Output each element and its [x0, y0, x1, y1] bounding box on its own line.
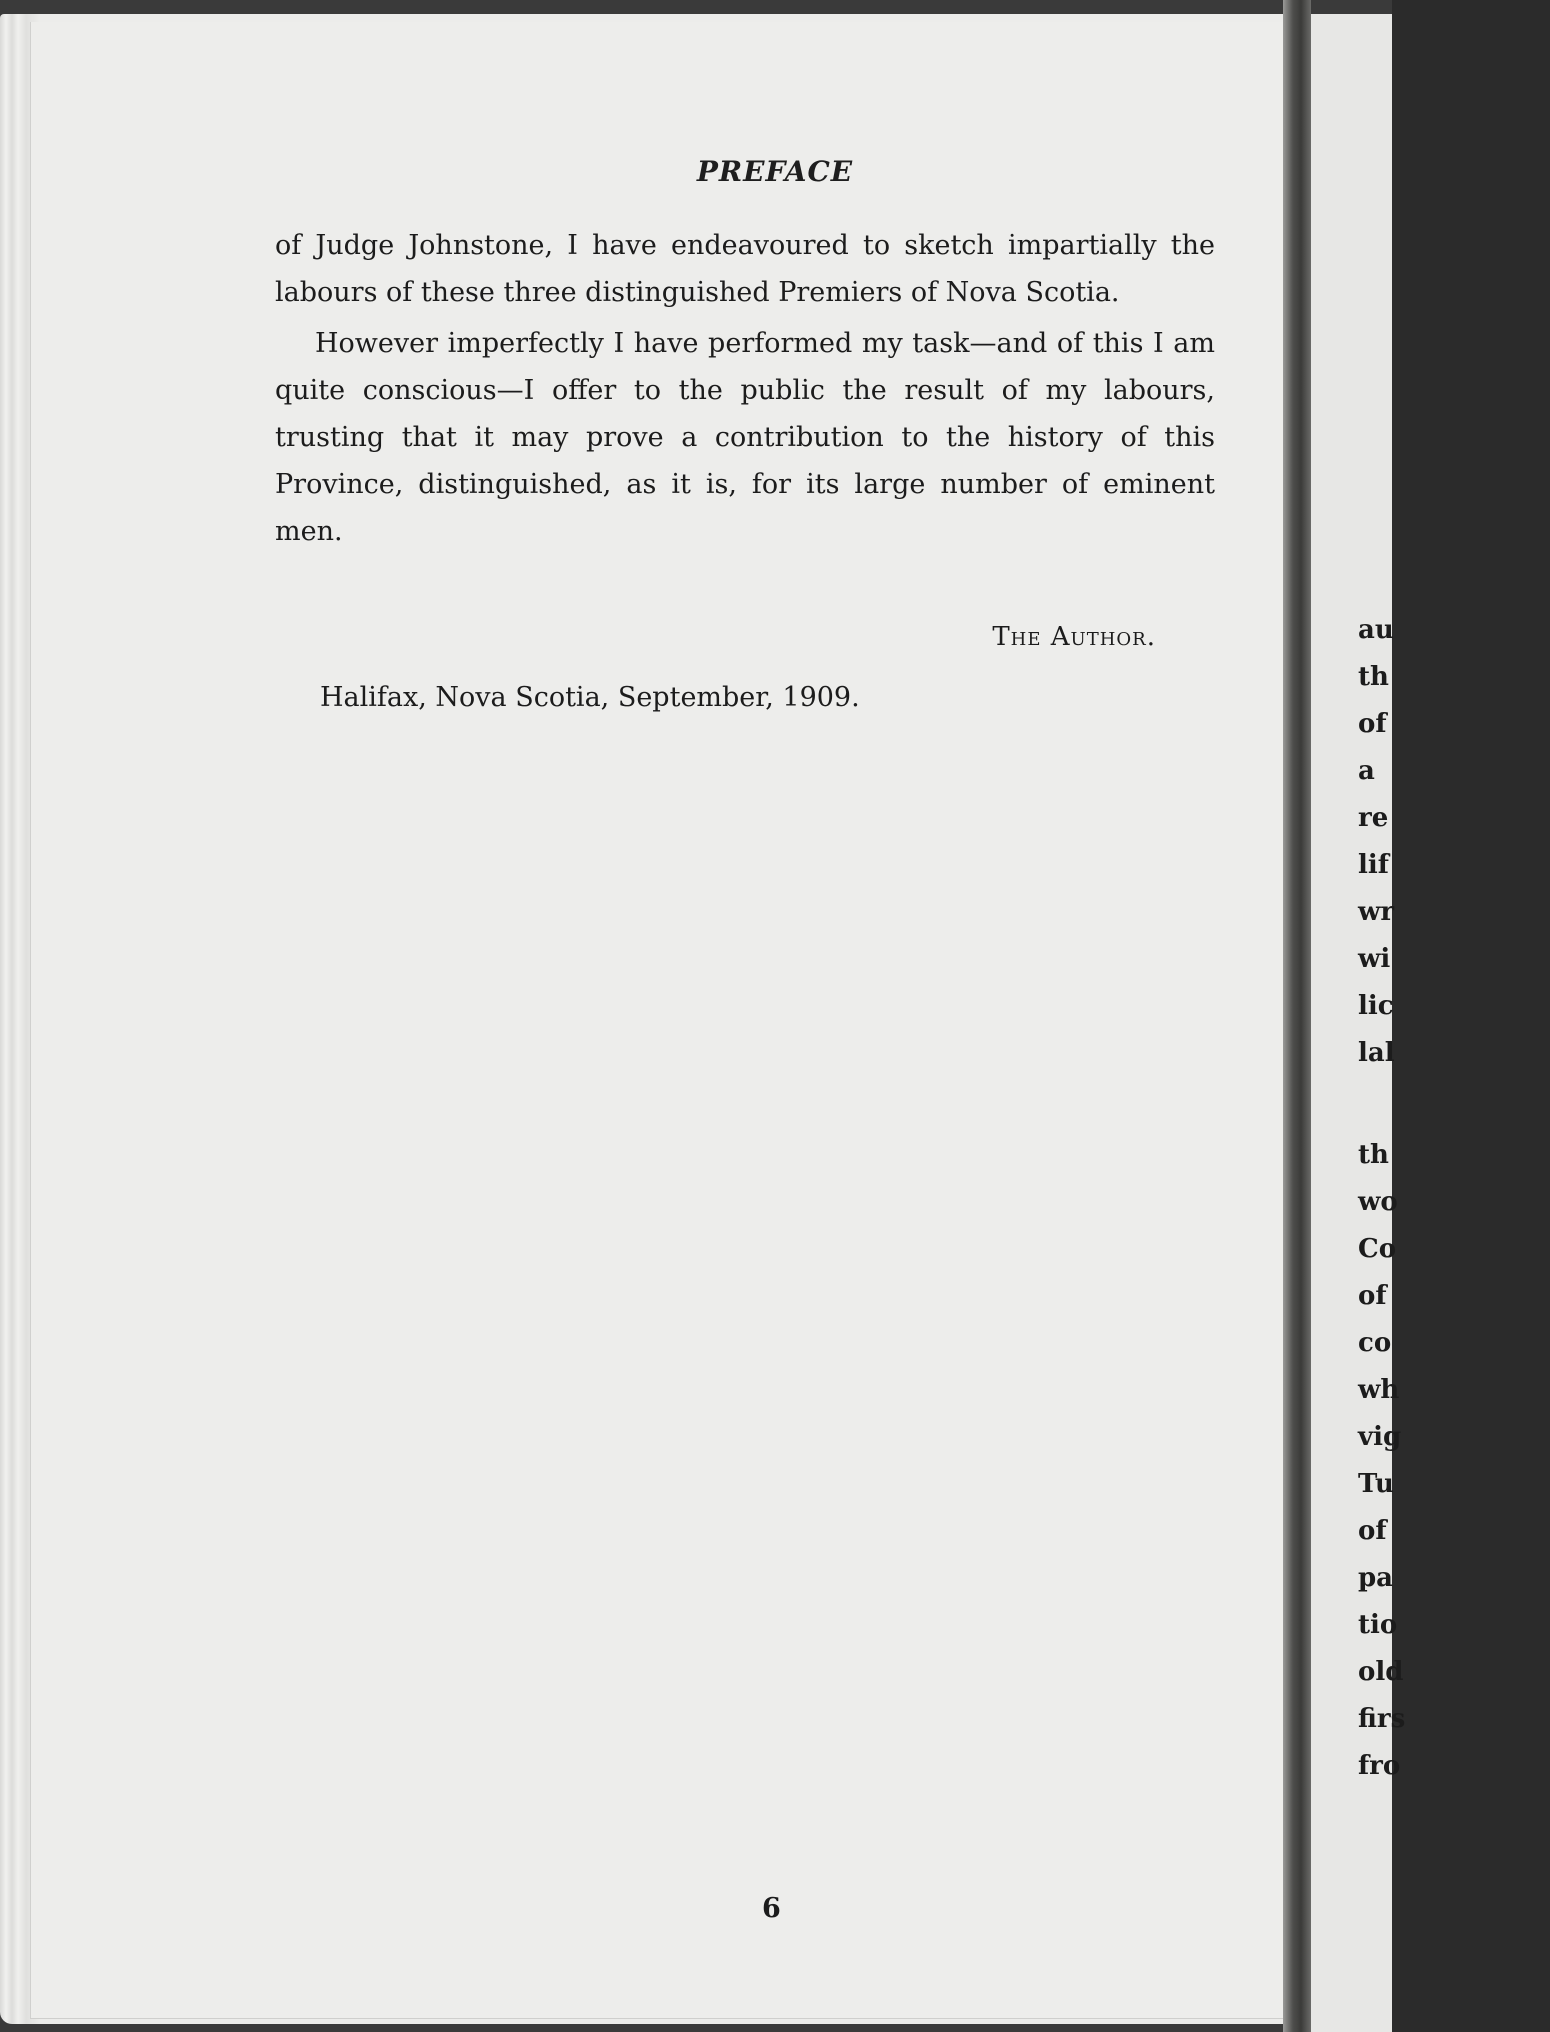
text-fragment: wh — [1358, 1375, 1400, 1405]
text-fragment: co — [1358, 1328, 1392, 1358]
text-fragment: of — [1358, 1281, 1387, 1311]
text-fragment: tio — [1358, 1610, 1398, 1640]
text-fragment: re — [1358, 803, 1389, 833]
preface-body — [275, 222, 1215, 555]
text-fragment: au — [1358, 615, 1394, 645]
running-header: PREFACE — [696, 155, 854, 188]
paragraph-continued: of Judge Johnstone, I have endeavoured to sketch impartially the labours of these three distinguished Premiers of Nova Scotia. — [275, 230, 1215, 308]
dateline: Halifax, Nova Scotia, September, 1909. — [320, 682, 860, 713]
text-fragment: a — [1358, 756, 1375, 786]
text-fragment: lal — [1358, 1038, 1395, 1068]
paragraph: However imperfectly I have performed my task—and of this I am quite conscious—I offer to the public the result of my labours, trusting that it may prove a contribution to the history of this Province, distinguished, as it is, for its large number of eminent men. — [275, 328, 1215, 547]
text-fragment: Tu — [1358, 1469, 1394, 1499]
text-fragment: Co — [1358, 1234, 1397, 1264]
author-signature: The Author. — [992, 622, 1156, 652]
page-number: 6 — [762, 1893, 781, 1924]
text-fragment: th — [1358, 662, 1389, 692]
text-fragment: wi — [1358, 944, 1391, 974]
text-fragment: th — [1358, 1140, 1389, 1170]
book-gutter — [1283, 0, 1311, 2032]
text-fragment: fro — [1358, 1751, 1401, 1781]
text-fragment: pa — [1358, 1563, 1394, 1593]
text-fragment: wo — [1358, 1187, 1398, 1217]
text-fragment: firs — [1358, 1704, 1406, 1734]
text-fragment: lif — [1358, 850, 1389, 880]
text-fragment: lic — [1358, 991, 1394, 1021]
text-fragment: old — [1358, 1657, 1404, 1687]
text-fragment: of — [1358, 1516, 1387, 1546]
text-fragment: vig — [1358, 1422, 1402, 1452]
text-fragment: wr — [1358, 897, 1395, 927]
text-fragment: of — [1358, 709, 1387, 739]
